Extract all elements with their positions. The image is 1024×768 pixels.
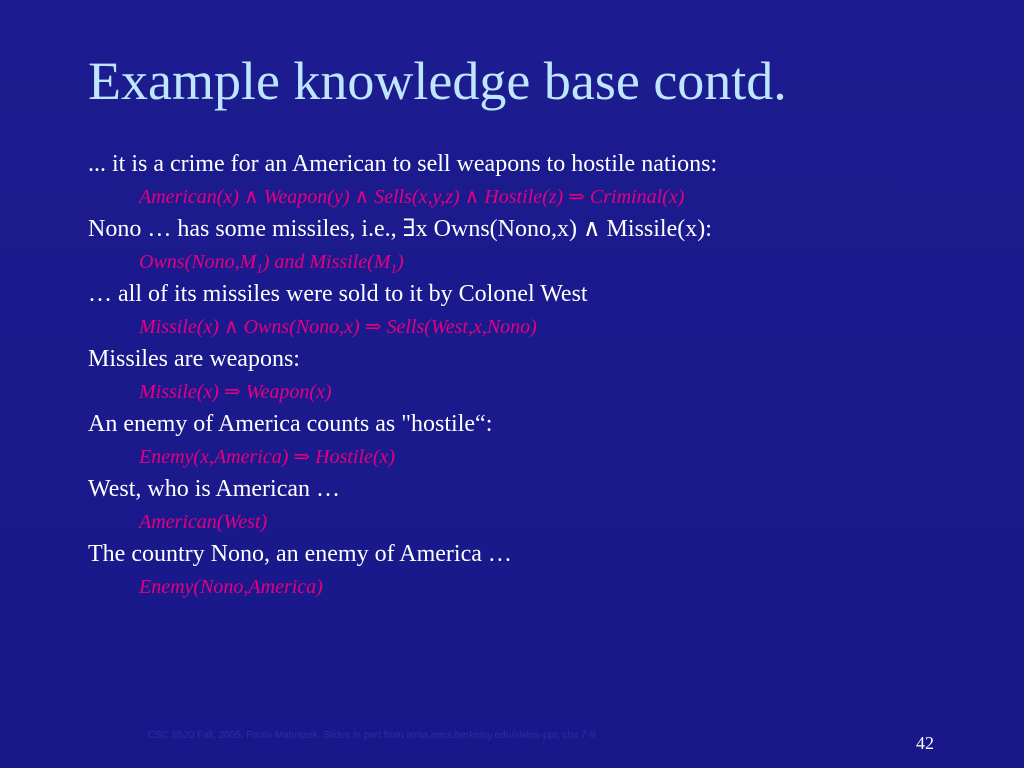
slide-footer: CSC 8520 Fall, 2005. Paula Matuszek. Slides in part from aima.eecs.berkeley.edu/slides-ppt, chs 7-9 xyxy=(148,730,596,741)
statement-nono-missiles: Nono … has some missiles, i.e., ∃x Owns(Nono,x) ∧ Missile(x): xyxy=(88,216,712,242)
subscript: 1 xyxy=(390,260,397,276)
statement-west-american: West, who is American … xyxy=(88,476,341,502)
rule-weapon: Missile(x) ⇒ Weapon(x) xyxy=(139,380,332,403)
rule-owns-missile xyxy=(88,246,988,279)
statement-crime: ... it is a crime for an American to sell weapons to hostile nations: xyxy=(88,151,718,177)
rule-criminal: American(x) ∧ Weapon(y) ∧ Sells(x,y,z) ∧ Hostile(z) ⇒ Criminal(x) xyxy=(139,185,685,208)
statement-missiles-weapons: Missiles are weapons: xyxy=(88,346,300,372)
statement-enemy-hostile: An enemy of America counts as "hostile“: xyxy=(88,411,493,437)
rule-part: ) xyxy=(397,250,404,273)
slide-title: Example knowledge base contd. xyxy=(88,51,787,111)
rule-enemy-nono: Enemy(Nono,America) xyxy=(139,575,323,598)
rule-hostile: Enemy(x,America) ⇒ Hostile(x) xyxy=(139,445,396,468)
subscript: 1 xyxy=(256,260,263,276)
statement-nono-enemy: The country Nono, an enemy of America … xyxy=(88,541,512,567)
page-number: 42 xyxy=(916,733,934,753)
rule-part: Owns(Nono,M xyxy=(139,250,257,273)
statement-sold-by-west: … all of its missiles were sold to it by Colonel West xyxy=(88,281,588,307)
rule-sells: Missile(x) ∧ Owns(Nono,x) ⇒ Sells(West,x,Nono) xyxy=(139,315,537,338)
rule-american-west: American(West) xyxy=(139,510,268,533)
rule-part: ) and Missile(M xyxy=(262,250,391,273)
slide-content xyxy=(88,148,988,603)
